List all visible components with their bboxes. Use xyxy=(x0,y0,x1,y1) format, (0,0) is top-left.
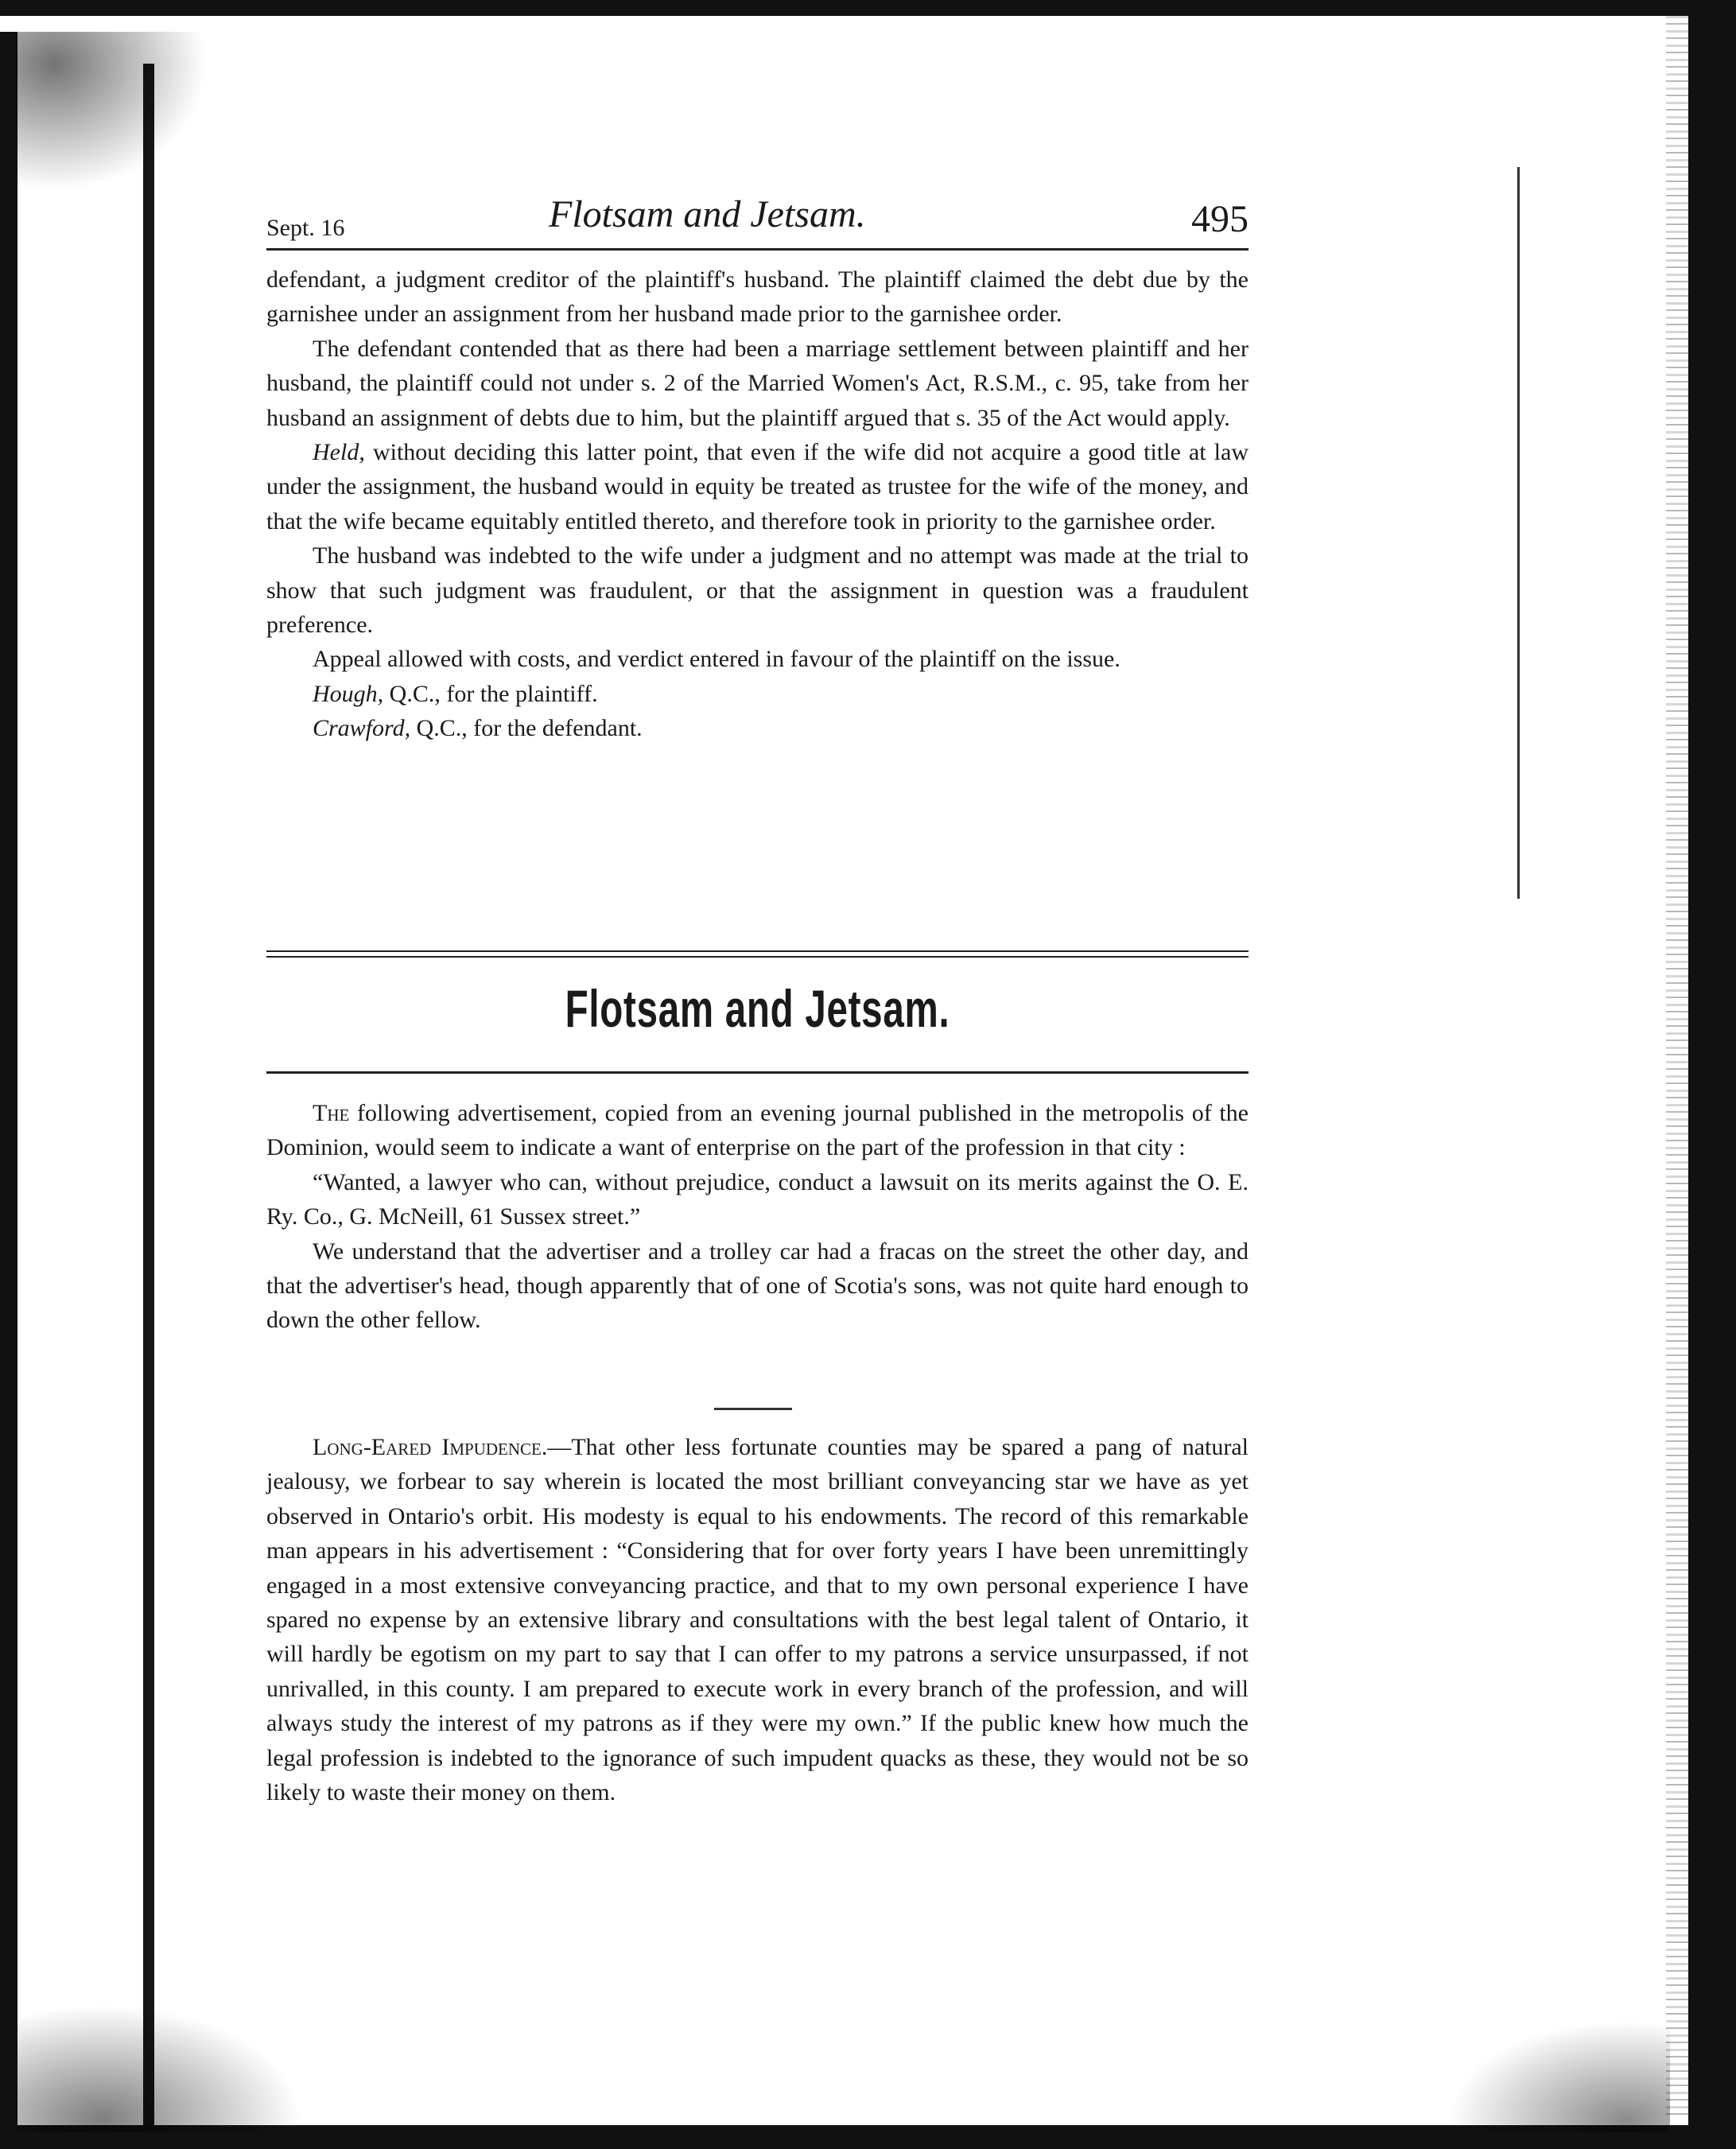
running-head-title: Flotsam and Jetsam. xyxy=(549,193,866,235)
impudence-heading: Long-Eared Impudence. xyxy=(313,1434,548,1460)
counsel-plaintiff xyxy=(266,677,1249,711)
margin-mark xyxy=(1517,167,1520,899)
section-title-rule xyxy=(266,1071,1249,1074)
counsel-defendant-role: Q.C., for the defendant. xyxy=(410,715,643,742)
scan-smudge-bottom-left xyxy=(16,2004,302,2132)
running-head-date: Sept. 16 xyxy=(266,215,345,241)
advertisement-item xyxy=(266,1096,1249,1338)
advert-lead-word: The xyxy=(313,1100,350,1126)
held-label: Held, xyxy=(313,439,365,466)
scan-smudge-bottom-right xyxy=(1447,2020,1670,2132)
counsel-defendant-name: Crawford, xyxy=(313,715,411,742)
case-paragraph-2: The defendant contended that as there had been a marriage settlement between plaintiff and her husband, the plaintiff could not under s. 2 of the Married Women's Act, R.S.M., c. 95, take from her husband an assignment of debts due to him, but the plaintiff argued that s. 35 of the Act would apply. xyxy=(266,335,1249,431)
impudence-paragraph xyxy=(266,1430,1249,1809)
advert-quote: “Wanted, a lawyer who can, without prejudice, conduct a lawsuit on its merits against the O. E. Ry. Co., G. McNeill, 61 Sussex street.” xyxy=(266,1168,1249,1230)
header-rule xyxy=(266,248,1249,251)
counsel-plaintiff-role: Q.C., for the plaintiff. xyxy=(383,680,598,707)
case-report xyxy=(266,262,1249,746)
scan-border-right xyxy=(1688,0,1736,2149)
advert-paragraph-1-text: following advertisement, copied from an evening journal published in the metropolis of the Dominion, would seem to indicate a want of enterprise on the part of the profession in that city : xyxy=(266,1100,1249,1161)
held-text: without deciding this latter point, that even if the wife did not acquire a good title at law under the assignment, the husband would in equity be treated as trustee for the wife of the money, and that the wife became equitably entitled thereto, and therefore took in priority to the garnishee order. xyxy=(266,439,1249,534)
scan-edge-noise xyxy=(1666,16,1688,2116)
advert-paragraph-1 xyxy=(266,1096,1249,1165)
scan-border-top xyxy=(0,0,1736,16)
case-paragraph-1: defendant, a judgment creditor of the plaintiff's husband. The plaintiff claimed the debt due by the garnishee under an assignment from her husband made prior to the garnishee order. xyxy=(266,266,1249,328)
section-title: Flotsam and Jetsam. xyxy=(565,979,950,1038)
section-double-rule xyxy=(266,950,1249,958)
scan-smudge-top-left xyxy=(16,32,207,191)
case-paragraph-4: The husband was indebted to the wife under a judgment and no attempt was made at the trial to show that such judgment was fraudulent, or that the assignment in question was a fraudulent preference. xyxy=(266,542,1249,639)
case-paragraph-held xyxy=(266,435,1249,538)
running-head xyxy=(266,183,1249,247)
impudence-item xyxy=(266,1430,1249,1809)
advert-paragraph-3: We understand that the advertiser and a trolley car had a fracas on the street the other day, and that the advertiser's head, though apparently that of one of Scotia's sons, was not quite hard enough to down the other fellow. xyxy=(266,1238,1249,1334)
item-separator xyxy=(714,1408,792,1410)
case-paragraph-5: Appeal allowed with costs, and verdict entered in favour of the plaintiff on the issue. xyxy=(313,646,1120,673)
counsel-plaintiff-name: Hough, xyxy=(313,680,384,707)
impudence-text: —That other less fortunate counties may be spared a pang of natural jealousy, we forbear to say wherein is located the most brilliant conveyancing star we have as yet observed in Ontario's orbit. His modesty is equal to his endowments. The record of this remarkable man appears in his advertisement : “Considering that for over forty years I have been unremittingly engaged in a most extensive conveyancing practice, and that to my own personal experience I have spared no expense by an extensive library and consultations with the best legal talent of Ontario, it will hardly be egotism on my part to say that I can offer to my patrons a service unsurpassed, if not unrivalled, in this county. I am prepared to execute work in every branch of the profession, and will always study the interest of my patrons as if they were my own.” If the public knew how much the legal profession is indebted to the ignorance of such impudent quacks as these, they would not be so likely to waste their money on them. xyxy=(266,1434,1249,1806)
scan-border-left xyxy=(0,32,17,2149)
counsel-defendant xyxy=(266,711,1249,745)
scan-gutter-shadow xyxy=(143,64,154,2132)
page-content xyxy=(266,183,1249,1806)
page-number: 495 xyxy=(1191,198,1249,240)
